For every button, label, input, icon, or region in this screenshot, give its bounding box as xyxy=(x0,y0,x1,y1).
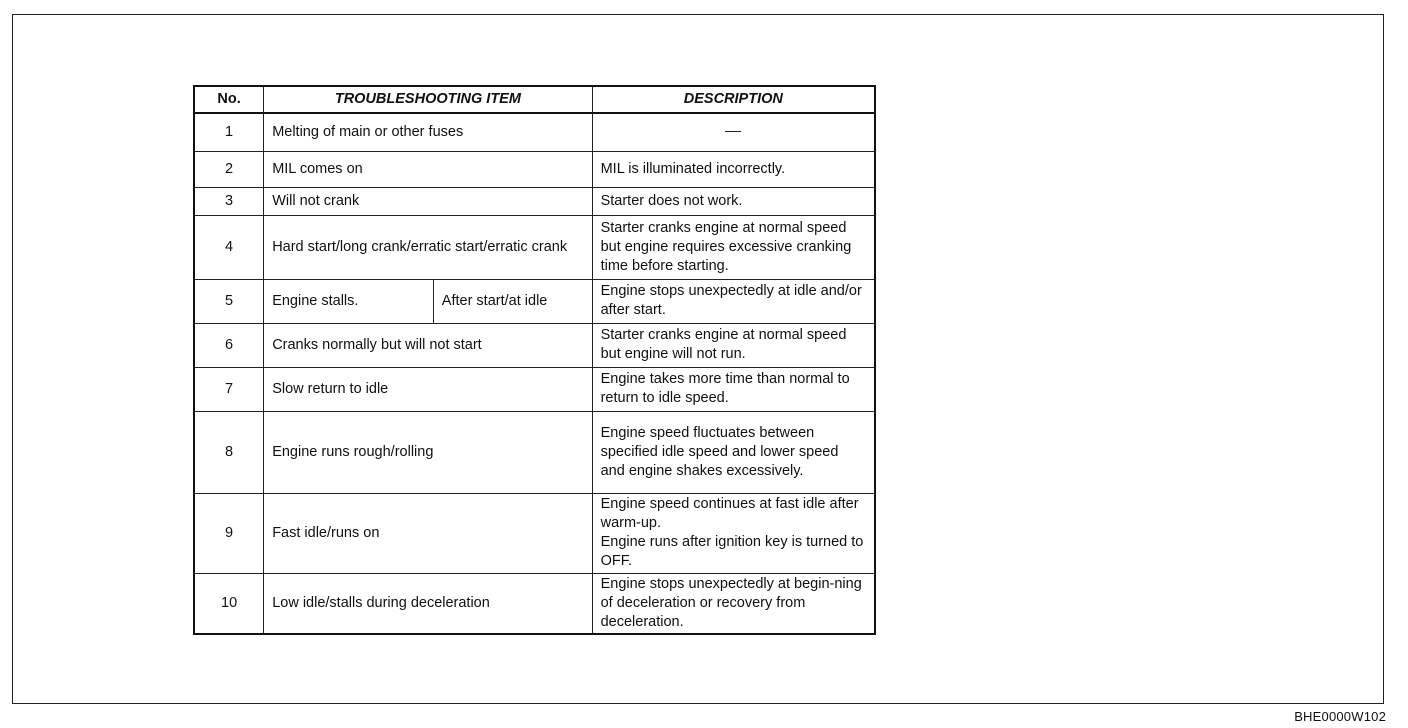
header-no: No. xyxy=(194,86,264,113)
row-number: 10 xyxy=(194,573,264,634)
table-row xyxy=(194,573,875,634)
table-header-row xyxy=(194,86,875,113)
table-row xyxy=(194,493,875,573)
row-number: 6 xyxy=(194,323,264,367)
table-row xyxy=(194,367,875,411)
row-item: Hard start/long crank/erratic start/erratic crank xyxy=(264,215,592,279)
row-description: Engine speed fluctuates between specified idle speed and lower speed and engine shakes excessively. xyxy=(592,411,875,493)
row-description: Engine stops unexpectedly at idle and/or after start. xyxy=(592,279,875,323)
row-description xyxy=(592,113,875,151)
table-row xyxy=(194,411,875,493)
row-number: 7 xyxy=(194,367,264,411)
table-row xyxy=(194,323,875,367)
row-number: 5 xyxy=(194,279,264,323)
row-description: Starter cranks engine at normal speed but engine will not run. xyxy=(592,323,875,367)
row-number: 3 xyxy=(194,187,264,215)
row-description: Starter cranks engine at normal speed but engine requires excessive cranking time before starting. xyxy=(592,215,875,279)
row-description: Engine stops unexpectedly at begin-ning of deceleration or recovery from deceleration. xyxy=(592,573,875,634)
table-row xyxy=(194,113,875,151)
row-item: Low idle/stalls during deceleration xyxy=(264,573,592,634)
row-number: 8 xyxy=(194,411,264,493)
row-item: Cranks normally but will not start xyxy=(264,323,592,367)
row-number: 4 xyxy=(194,215,264,279)
troubleshooting-table xyxy=(193,85,876,635)
row-item: Engine runs rough/rolling xyxy=(264,411,592,493)
row-number: 9 xyxy=(194,493,264,573)
row-sub-item: After start/at idle xyxy=(433,279,592,323)
figure-code: BHE0000W102 xyxy=(1294,709,1386,724)
row-number: 1 xyxy=(194,113,264,151)
row-description: Starter does not work. xyxy=(592,187,875,215)
row-item: MIL comes on xyxy=(264,151,592,187)
table-row xyxy=(194,151,875,187)
header-description: DESCRIPTION xyxy=(592,86,875,113)
table-row xyxy=(194,215,875,279)
row-item: Will not crank xyxy=(264,187,592,215)
row-description: MIL is illuminated incorrectly. xyxy=(592,151,875,187)
row-item: Melting of main or other fuses xyxy=(264,113,592,151)
dash-mark xyxy=(725,131,741,132)
table-row xyxy=(194,187,875,215)
row-item: Engine stalls. xyxy=(264,279,434,323)
row-number: 2 xyxy=(194,151,264,187)
table-row xyxy=(194,279,875,323)
header-troubleshooting-item: TROUBLESHOOTING ITEM xyxy=(264,86,592,113)
row-description: Engine takes more time than normal to return to idle speed. xyxy=(592,367,875,411)
row-item: Slow return to idle xyxy=(264,367,592,411)
row-item: Fast idle/runs on xyxy=(264,493,592,573)
row-description: Engine speed continues at fast idle after warm-up. Engine runs after ignition key is turned to OFF. xyxy=(592,493,875,573)
